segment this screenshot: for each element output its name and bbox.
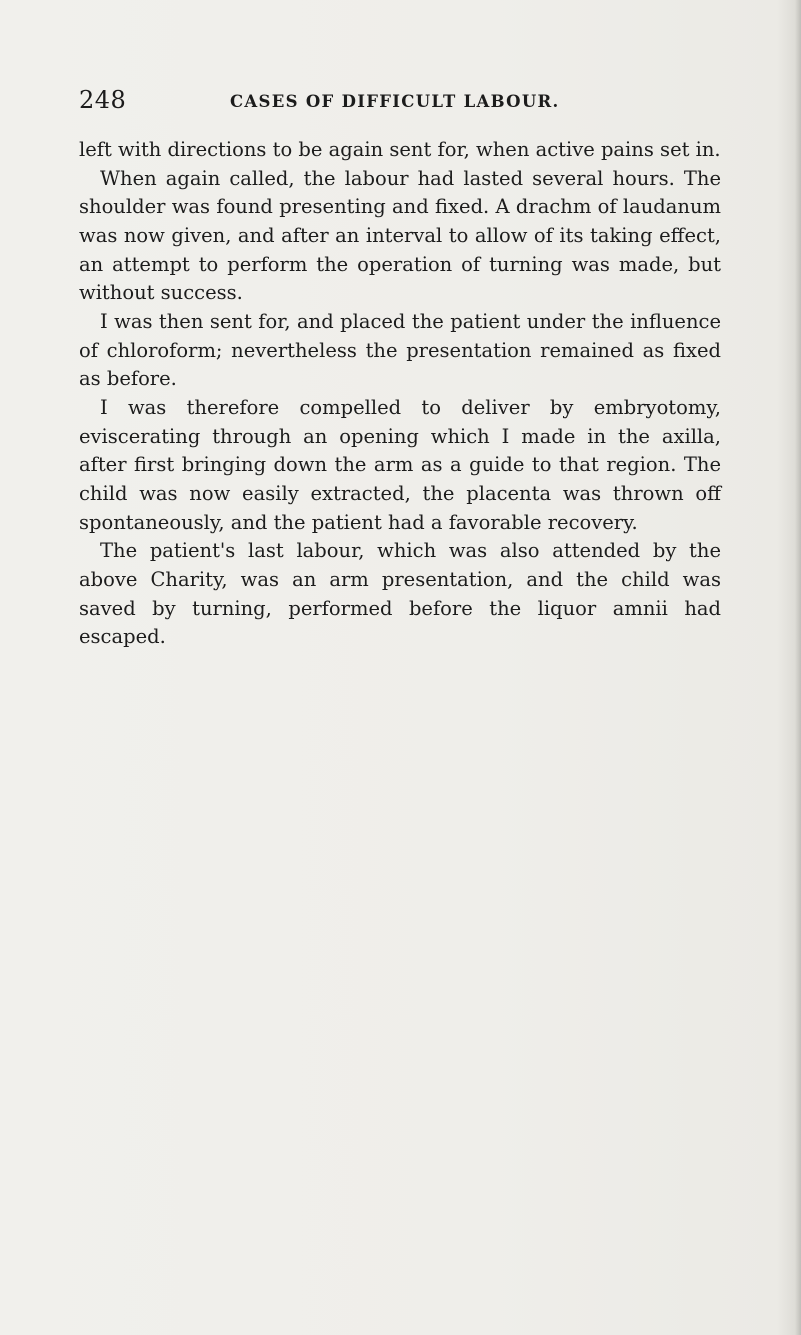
paragraph-2: When again called, the labour had lasted several hours. The shoulder was found presenting and fixed. A drachm of laudanum was now given, and after an interval to allow of its taking effect, an attempt to perform the operation of turning was made, but without success. — [79, 166, 721, 305]
paragraph-5: The patient's last labour, which was also attended by the above Charity, was an arm presentation, and the child was saved by turning, performed before the liquor amnii had escaped. — [79, 539, 721, 649]
paragraph-4: I was therefore compelled to deliver by embryotomy, eviscerating through an opening which I made in the axilla, after first bringing down the arm as a guide to that region. The child was now easily extracted, the placenta was thrown off spontaneously, and the patient had a favorable recovery. — [79, 395, 721, 534]
running-title: CASES OF DIFFICULT LABOUR. — [230, 92, 560, 111]
page-edge-shadow — [795, 0, 801, 1335]
page-number: 248 — [79, 86, 127, 114]
body-text — [79, 136, 721, 652]
running-head — [79, 86, 724, 116]
paragraph-3: I was then sent for, and placed the patient under the influence of chloroform; nevertheless the presentation remained as fixed as before. — [79, 309, 721, 391]
paragraph-1: left with directions to be again sent for, when active pains set in. — [79, 138, 721, 161]
